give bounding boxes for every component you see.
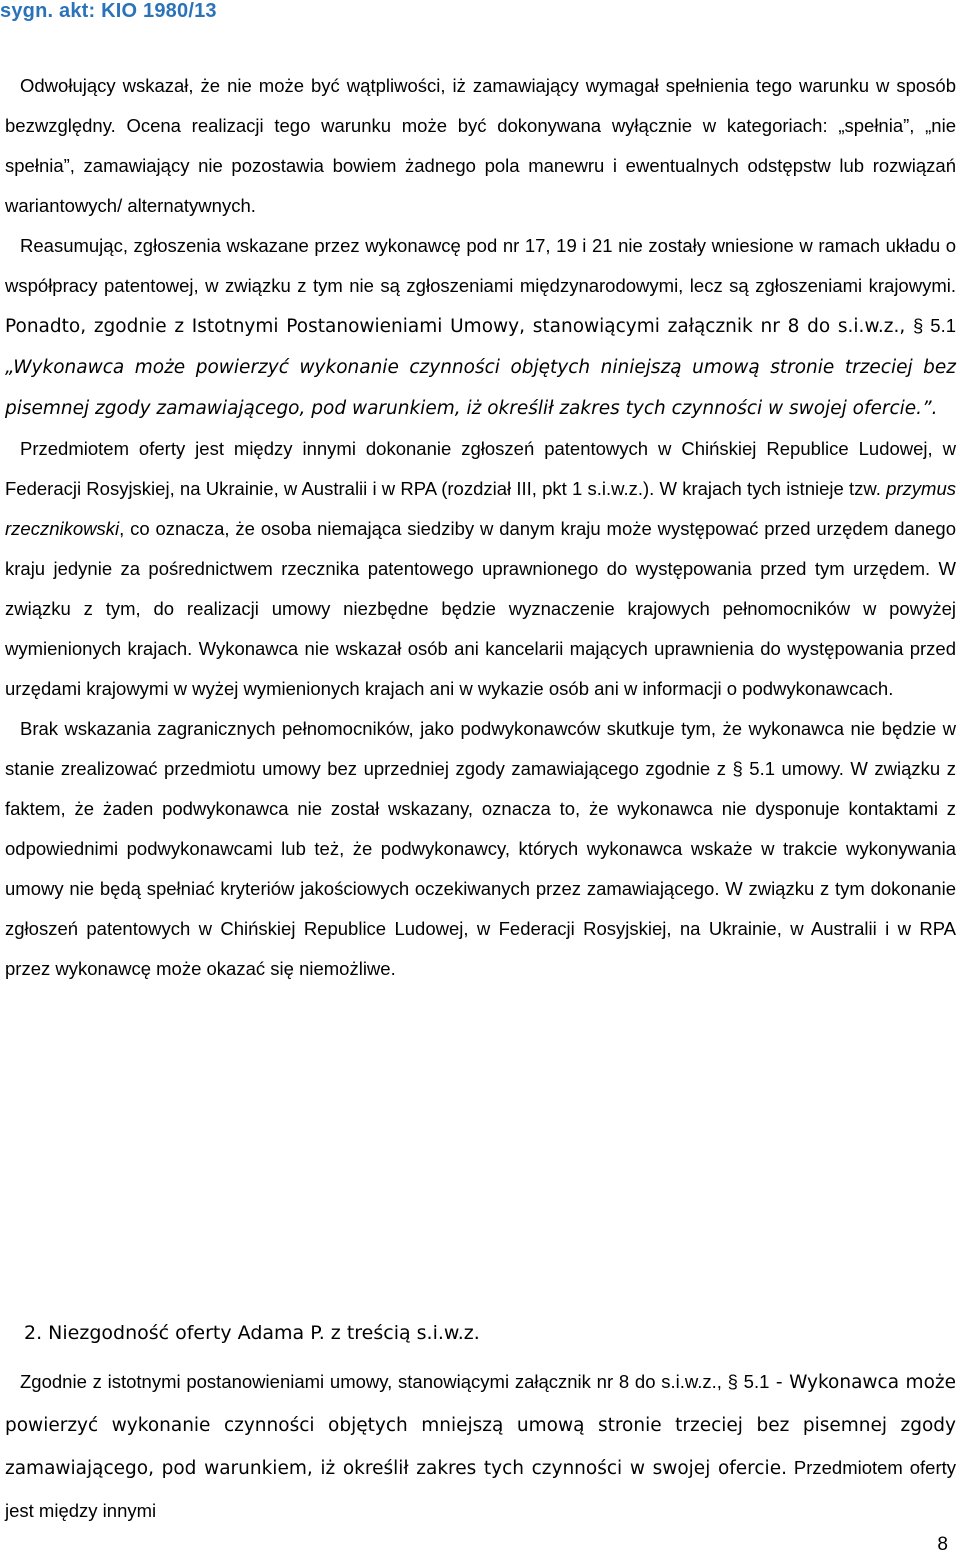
paragraph-3	[5, 429, 956, 709]
document-body-2	[5, 1361, 956, 1532]
paragraph-5-text-a: Zgodnie z istotnymi postanowieniami umowy, stanowiącymi załącznik nr 8 do s.i.w.z.,	[20, 1371, 728, 1392]
section-ref-5-1-c: § 5.1	[727, 1371, 770, 1392]
term-italic: przymus rzecznikowski	[5, 478, 956, 539]
paragraph-2-summary: Reasumując, zgłoszenia wskazane przez wykonawcę pod nr 17, 19 i 21 nie zostały wniesione w ramach układu o współpracy patentowej, w związku z tym nie są zgłoszeniami międzynarodowymi, lecz są zgłoszeniami krajowymi.	[5, 235, 956, 296]
contract-quote: „Wykonawca może powierzyć wykonanie czynności objętych niniejszą umową stronie trzeciej bez pisemnej zgody zamawiającego, pod warunkiem, iż określił zakres tych czynności w swojej ofercie.”.	[5, 357, 956, 419]
paragraph-5	[5, 1361, 956, 1532]
paragraph-4	[5, 709, 956, 989]
section-heading: 2. Niezgodność oferty Adama P. z treścią s.i.w.z.	[24, 1322, 480, 1344]
paragraph-4-text-b: umowy. W związku z faktem, że żaden podwykonawca nie został wskazany, oznacza to, że wykonawca nie dysponuje kontaktami z odpowiednimi podwykonawcami lub też, że podwykonawcy, których wykonawca wskaże w trakcie wykonywania umowy nie będą spełniać kryteriów jakościowych oczekiwanych przez zamawiającego. W związku z tym dokonanie zgłoszeń patentowych w Chińskiej Republice Ludowej, w Federacji Rosyjskiej, na Ukrainie, w Australii i w RPA przez wykonawcę może okazać się niemożliwe.	[5, 758, 956, 979]
page-number: 8	[937, 1534, 948, 1555]
section-ref-5-1-b: § 5.1	[732, 758, 776, 779]
document-body	[5, 66, 956, 989]
paragraph-2	[5, 226, 956, 429]
paragraph-5-text-b: Przedmiotem oferty jest między innymi	[5, 1457, 957, 1521]
paragraph-2-contract-ref: Ponadto, zgodnie z Istotnymi Postanowieniami Umowy, stanowiącymi załącznik nr 8 do s.i.w.z.,	[5, 316, 913, 337]
case-reference: sygn. akt: KIO 1980/13	[0, 0, 217, 22]
section-ref-5-1: § 5.1	[912, 315, 956, 336]
contract-quote-2: - Wykonawca może powierzyć wykonanie czynności objętych mniejszą umową stronie trzeciej bez pisemnej zgody zamawiającego, pod warunkiem, iż określił zakres tych czynności w swojej ofercie.	[5, 1372, 956, 1479]
paragraph-3-text-a: Przedmiotem oferty jest między innymi dokonanie zgłoszeń patentowych w Chińskiej Republice Ludowej, w Federacji Rosyjskiej, na Ukrainie, w Australii i w RPA (rozdział III, pkt 1 s.i.w.z.). W krajach tych istnieje tzw.	[5, 438, 956, 499]
paragraph-3-text-b: , co oznacza, że osoba niemająca siedziby w danym kraju może występować przed urzędem danego kraju jedynie za pośrednictwem rzecznika patentowego uprawnionego do występowania przed tym urzędem. W związku z tym, do realizacji umowy niezbędne będzie wyznaczenie krajowych pełnomocników w powyżej wymienionych krajach. Wykonawca nie wskazał osób ani kancelarii mających uprawnienia do występowania przed urzędami krajowymi w wyżej wymienionych krajach ani w wykazie osób ani w informacji o podwykonawcach.	[5, 518, 956, 699]
paragraph-1: Odwołujący wskazał, że nie może być wątpliwości, iż zamawiający wymagał spełnienia tego warunku w sposób bezwzględny. Ocena realizacji tego warunku może być dokonywana wyłącznie w kategoriach: „spełnia”, „nie spełnia”, zamawiający nie pozostawia bowiem żadnego pola manewru i ewentualnych odstępstw lub rozwiązań wariantowych/ alternatywnych.	[5, 75, 956, 216]
paragraph-4-text-a: Brak wskazania zagranicznych pełnomocników, jako podwykonawców skutkuje tym, że wykonawca nie będzie w stanie zrealizować przedmiotu umowy bez uprzedniej zgody zamawiającego zgodnie z	[5, 718, 956, 779]
